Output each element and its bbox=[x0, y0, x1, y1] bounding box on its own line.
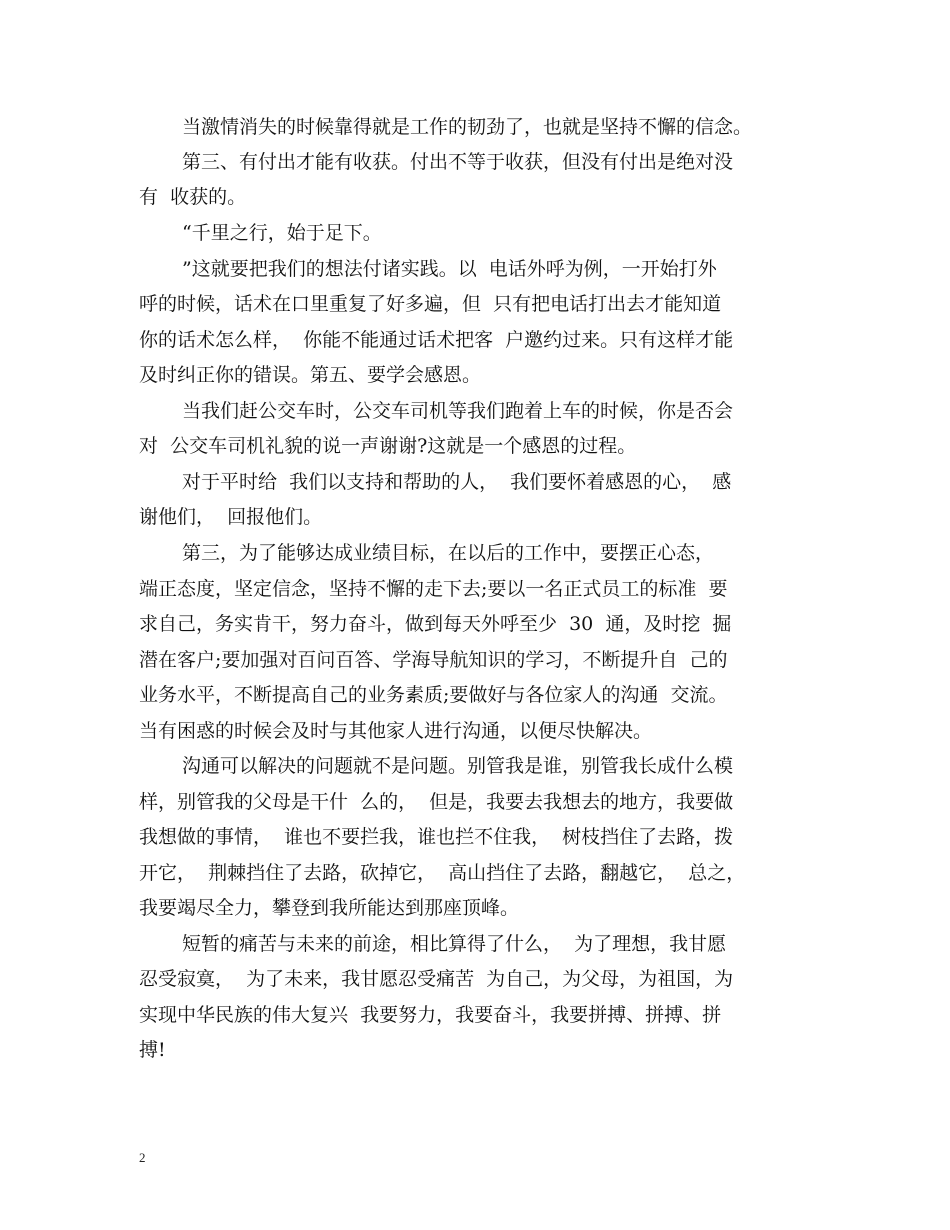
text-line: 实现中华民族的伟大复兴 我要努力，我要奋斗，我要拼搏、拼搏、拼 bbox=[139, 1004, 722, 1026]
text-line: 当我们赶公交车时，公交车司机等我们跑着上车的时候，你是否会 bbox=[182, 400, 734, 422]
text-line: 第三，为了能够达成业绩目标，在以后的工作中，要摆正心态， bbox=[182, 542, 715, 564]
text-line: 及时纠正你的错误。第五、要学会感恩。 bbox=[139, 364, 482, 386]
text-line: 样，别管我的父母是干什 么的， 但是，我要去我想去的地方，我要做 bbox=[139, 791, 734, 813]
text-line: 当有困惑的时候会及时与其他家人进行沟通，以便尽快解决。 bbox=[139, 720, 653, 742]
text-line: ”这就要把我们的想法付诸实践。以 电话外呼为例，一开始打外 bbox=[182, 258, 717, 280]
text-line: 有 收获的。 bbox=[139, 186, 247, 208]
text-line: 对 公交车司机礼貌的说一声谢谢?这就是一个感恩的过程。 bbox=[139, 435, 637, 457]
text-line: 对于平时给 我们以支持和帮助的人， 我们要怀着感恩的心， 感 bbox=[182, 471, 732, 493]
text-line: 我想做的事情， 谁也不要拦我，谁也拦不住我， 树枝挡住了去路，拨 bbox=[139, 826, 734, 848]
text-line: 沟通可以解决的问题就不是问题。别管我是谁，别管我长成什么模 bbox=[182, 755, 734, 777]
text-line: 第三、有付出才能有收获。付出不等于收获，但没有付出是绝对没 bbox=[182, 151, 734, 173]
text-line: 搏! bbox=[139, 1039, 166, 1061]
text-line: 呼的时候，话术在口里重复了好多遍，但 只有把电话打出去才能知道 bbox=[139, 293, 722, 315]
text-line: 短暂的痛苦与未来的前途，相比算得了什么， 为了理想，我甘愿 bbox=[182, 933, 727, 955]
text-line: “千里之行，始于足下。 bbox=[182, 222, 382, 244]
text-line: 开它， 荆棘挡住了去路，砍掉它， 高山挡住了去路，翻越它， 总之， bbox=[139, 862, 746, 884]
text-line: 求自己，务实肯干，努力奋斗，做到每天外呼至少 30 通，及时挖 掘 bbox=[139, 613, 732, 635]
text-line: 当激情消失的时候靠得就是工作的韧劲了，也就是坚持不懈的信念。 bbox=[182, 116, 753, 138]
text-line: 潜在客户;要加强对百问百答、学海导航知识的学习，不断提升自 己的 bbox=[139, 649, 728, 671]
text-line: 端正态度，坚定信念，坚持不懈的走下去;要以一名正式员工的标准 要 bbox=[139, 578, 728, 600]
text-line: 谢他们， 回报他们。 bbox=[139, 506, 323, 528]
text-line: 我要竭尽全力，攀登到我所能达到那座顶峰。 bbox=[139, 897, 520, 919]
text-line: 业务水平，不断提高自己的业务素质;要做好与各位家人的沟通 交流。 bbox=[139, 684, 728, 706]
page-number: 2 bbox=[139, 1150, 146, 1165]
text-line: 你的话术怎么样， 你能不能通过话术把客 户邀约过来。只有这样才能 bbox=[139, 329, 734, 351]
text-line: 忍受寂寞， 为了未来，我甘愿忍受痛苦 为自己，为父母，为祖国，为 bbox=[139, 968, 734, 990]
